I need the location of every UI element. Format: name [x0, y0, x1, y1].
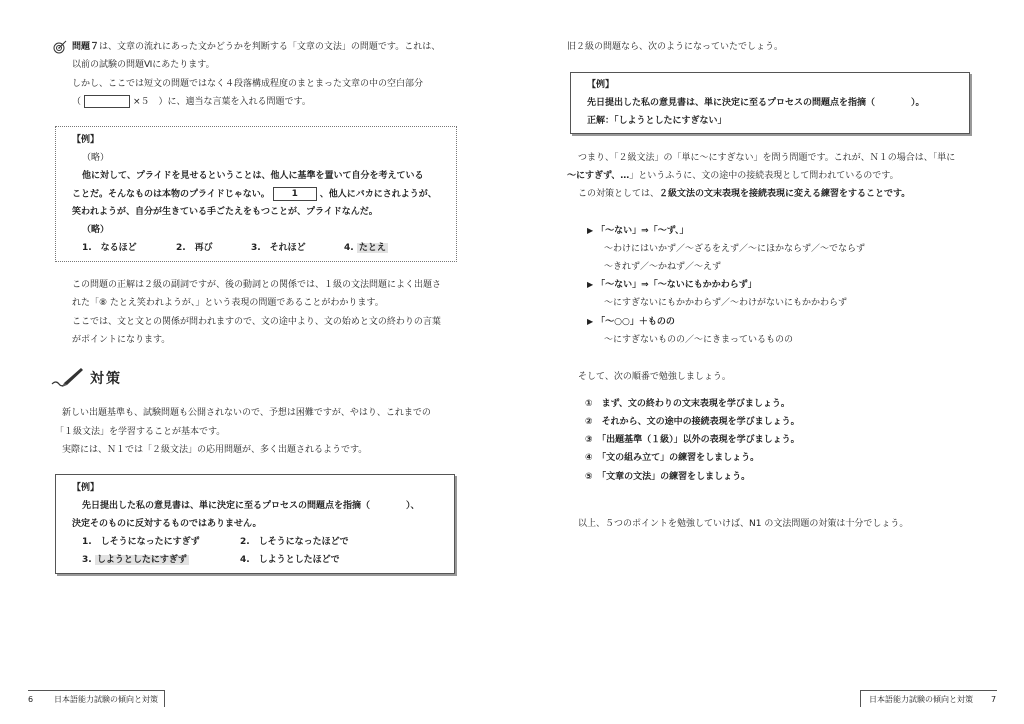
blank-box: [84, 95, 130, 108]
target-icon: [53, 40, 67, 54]
para2-line-1: この問題の正解は２級の副詞ですが、後の動詞との関係では、１級の文法問題によく出題さ: [72, 280, 442, 290]
para3-line-3: 実際には、Ｎ１では「２級文法」の応用問題が、多く出題されるようです。: [62, 445, 368, 455]
footer-title: 日本語能力試験の傾向と対策: [869, 695, 973, 704]
example-line-2: ことだ。そんなものは本物のプライドじゃない。 1 、他人にバカにされようが、: [72, 189, 437, 200]
option-2: 2. しそうになったほどで: [240, 537, 349, 547]
intro-line-4: （ ×５ ）に、適当な言葉を入れる問題です。: [72, 97, 311, 107]
footer-right: [860, 690, 997, 707]
answer-line: 正解：「しようとしたにすぎない」: [587, 116, 727, 126]
list-head-1: ▶ 「～ない」⇒「～ず、」: [587, 226, 689, 236]
para1-line-3: この対策としては、２級文法の文末表現を接続表現に変える練習をすることです。: [578, 189, 911, 199]
triangle-bullet-icon: ▶: [587, 280, 594, 289]
list-head-3: ▶ 「～○○」＋ものの: [587, 317, 675, 327]
conclusion: 以上、５つのポイントを勉強していけば、N1 の文法問題の対策は十分でしょう。: [578, 519, 909, 529]
list-sub: ～にすぎないものの／～にきまっているものの: [604, 335, 794, 345]
para1-line-1: つまり、「２級文法」の「単に～にすぎない」を問う問題です。これが、Ｎ１の場合は、「単に: [578, 153, 956, 163]
section-heading: 対策: [90, 371, 122, 387]
step-4: ④ 「文の組み立て」の練習をしましょう。: [585, 453, 760, 463]
intro-line-2: 以前の試験の問題Ⅵにあたります。: [72, 60, 215, 70]
example-title: 【例】: [72, 135, 100, 145]
example-line-3: 笑われようが、自分が生きている手ごたえをもつことが、プライドなんだ。: [72, 207, 378, 217]
example-line-1: 先日提出した私の意見書は、単に決定に至るプロセスの問題点を指摘（ ）、: [82, 501, 420, 511]
omitted-mark: （略）: [82, 225, 110, 235]
list-sub: ～きれず／～かねず／～えず: [604, 262, 722, 272]
example-line-1: 先日提出した私の意見書は、単に決定に至るプロセスの問題点を指摘（ ）。: [587, 98, 925, 108]
list-head-2: ▶ 「～ない」⇒「～ないにもかかわらず」: [587, 280, 757, 290]
example-options-row-1: [82, 535, 349, 549]
example-line-1: 他に対して、プライドを見せるということは、他人に基準を置いて自分を考えている: [82, 171, 424, 181]
footer-title: 日本語能力試験の傾向と対策: [54, 695, 158, 704]
option-3: 3. それほど: [251, 243, 306, 253]
page-number: 7: [991, 695, 997, 704]
option-2: 2. 再び: [176, 243, 213, 253]
option-3-highlighted: しようとしたにすぎず: [96, 555, 187, 565]
option-4-number: 4.: [344, 243, 354, 253]
option-1: 1. しそうになったにすぎず: [82, 537, 200, 547]
option-1: 1. なるほど: [82, 243, 137, 253]
para2-line-3: ここでは、文と文との関係が問われますので、文の途中より、文の始めと文の終わりの言葉: [72, 317, 441, 327]
answer-blank-box: 1: [273, 187, 317, 201]
page-number: 6: [28, 695, 34, 704]
option-4-highlighted: たとえ: [358, 243, 386, 253]
triangle-bullet-icon: ▶: [587, 226, 594, 235]
para1-line-2: ～にすぎず、…」というふうに、文の途中の接続表現として問われているのです。: [567, 171, 899, 181]
pen-icon: [50, 366, 84, 388]
para2-line-2: れた「⑧ たとえ笑われようが、」という表現の問題であることがわかります。: [72, 298, 384, 308]
list-sub: ～わけにはいかず／～ざるをえず／～にほかならず／～でならず: [604, 244, 866, 254]
option-3-number: 3.: [82, 555, 92, 565]
example-title: 【例】: [587, 80, 615, 90]
omitted-mark: （略）: [82, 153, 110, 163]
example-title: 【例】: [72, 483, 100, 493]
intro-line-1: 問題７は、文章の流れにあった文かどうかを判断する「文章の文法」の問題です。これは、: [72, 42, 441, 52]
para3-line-2: 「１級文法」を学習することが基本です。: [55, 427, 226, 437]
step-1: ① まず、文の終わりの文末表現を学びましょう。: [585, 399, 790, 409]
step-3: ③ 「出題基準（１級）」以外の表現を学びましょう。: [585, 435, 800, 445]
order-intro: そして、次の順番で勉強しましょう。: [578, 372, 731, 382]
right-page: [512, 0, 1024, 724]
example-line-2: 決定そのものに反対するものではありません。: [72, 519, 262, 529]
question-label: 問題７: [72, 42, 100, 52]
triangle-bullet-icon: ▶: [587, 317, 594, 326]
para2-line-4: がポイントになります。: [72, 335, 171, 345]
step-5: ⑤ 「文章の文法」の練習をしましょう。: [585, 472, 751, 482]
para3-line-1: 新しい出題基準も、試験問題も公開されないので、予想は困難ですが、やはり、これまでの: [62, 408, 431, 418]
example-options-row-2: [82, 553, 340, 567]
right-intro: 旧２級の問題なら、次のようになっていたでしょう。: [567, 42, 784, 52]
list-sub: ～にすぎないにもかかわらず／～わけがないにもかかわらず: [604, 298, 848, 308]
example-options: [82, 241, 388, 255]
step-2: ② それから、文の途中の接続表現を学びましょう。: [585, 417, 800, 427]
footer-left: [28, 690, 165, 707]
intro-line-3: しかし、ここでは短文の問題ではなく４段落構成程度のまとまった文章の中の空白部分: [72, 79, 424, 89]
option-4: 4. しようとしたほどで: [240, 555, 340, 565]
